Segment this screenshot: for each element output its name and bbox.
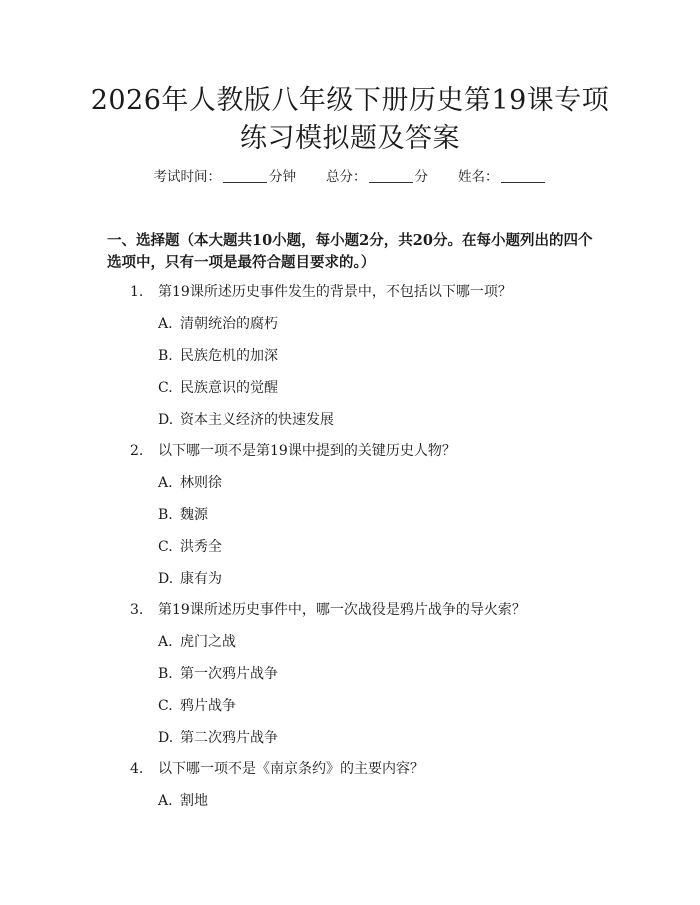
question-number: 3.	[130, 602, 144, 618]
time-blank	[223, 168, 267, 183]
option-text: 民族意识的觉醒	[180, 380, 278, 396]
question-1-option-a	[158, 314, 278, 334]
option-text: 割地	[180, 793, 208, 809]
question-4	[130, 759, 424, 779]
question-text: 以下哪一项不是《南京条约》的主要内容？	[158, 761, 424, 777]
question-2-option-a	[158, 473, 222, 493]
option-text: 资本主义经济的快速发展	[180, 412, 334, 428]
option-text: 民族危机的加深	[180, 348, 278, 364]
question-3-option-a	[158, 632, 236, 652]
score-label: 总分：	[326, 169, 367, 185]
option-text: 鸦片战争	[180, 698, 236, 714]
document-title-line-1: 2026年人教版八年级下册历史第19课专项	[90, 85, 610, 116]
option-letter: C.	[158, 539, 173, 555]
score-unit: 分	[414, 169, 428, 185]
question-2-option-d	[158, 569, 222, 589]
option-text: 魏源	[180, 507, 208, 523]
name-blank	[501, 168, 545, 183]
option-text: 清朝统治的腐朽	[180, 316, 278, 332]
time-unit: 分钟	[269, 169, 296, 185]
question-3	[130, 600, 526, 620]
question-2-option-b	[158, 505, 208, 525]
question-4-option-a	[158, 791, 208, 811]
document-title-line-2: 练习模拟题及答案	[240, 123, 460, 154]
option-letter: A.	[158, 316, 173, 332]
question-text: 第19课所述历史事件发生的背景中，不包括以下哪一项？	[158, 284, 512, 300]
option-letter: B.	[158, 507, 173, 523]
option-letter: D.	[158, 412, 174, 428]
question-1-option-b	[158, 346, 278, 366]
question-text: 第19课所述历史事件中，哪一次战役是鸦片战争的导火索？	[158, 602, 526, 618]
option-letter: C.	[158, 380, 173, 396]
option-text: 第二次鸦片战争	[180, 730, 278, 746]
time-label: 考试时间：	[153, 169, 221, 185]
question-number: 1.	[130, 284, 144, 300]
score-blank	[369, 168, 413, 183]
question-1-option-d	[158, 410, 334, 430]
name-label: 姓名：	[458, 169, 499, 185]
question-3-option-b	[158, 664, 278, 684]
question-2	[130, 441, 456, 461]
option-letter: D.	[158, 730, 174, 746]
option-text: 康有为	[180, 571, 222, 587]
option-letter: D.	[158, 571, 174, 587]
option-text: 第一次鸦片战争	[180, 666, 278, 682]
question-number: 2.	[130, 443, 144, 459]
option-letter: B.	[158, 666, 173, 682]
option-letter: C.	[158, 698, 173, 714]
section-heading: 一、选择题（本大题共10小题，每小题2分，共20分。在每小题列出的四个选项中，只有一项是最符合题目要求的。）	[107, 232, 593, 271]
question-1	[130, 282, 512, 302]
option-letter: A.	[158, 634, 173, 650]
question-1-option-c	[158, 378, 278, 398]
option-text: 洪秀全	[180, 539, 222, 555]
option-text: 虎门之战	[180, 634, 236, 650]
option-letter: A.	[158, 475, 173, 491]
question-text: 以下哪一项不是第19课中提到的关键历史人物？	[158, 443, 456, 459]
option-letter: A.	[158, 793, 173, 809]
question-number: 4.	[130, 761, 144, 777]
question-3-option-c	[158, 696, 236, 716]
question-2-option-c	[158, 537, 222, 557]
exam-info-line	[0, 166, 700, 188]
option-letter: B.	[158, 348, 173, 364]
option-text: 林则徐	[180, 475, 222, 491]
question-3-option-d	[158, 728, 278, 748]
